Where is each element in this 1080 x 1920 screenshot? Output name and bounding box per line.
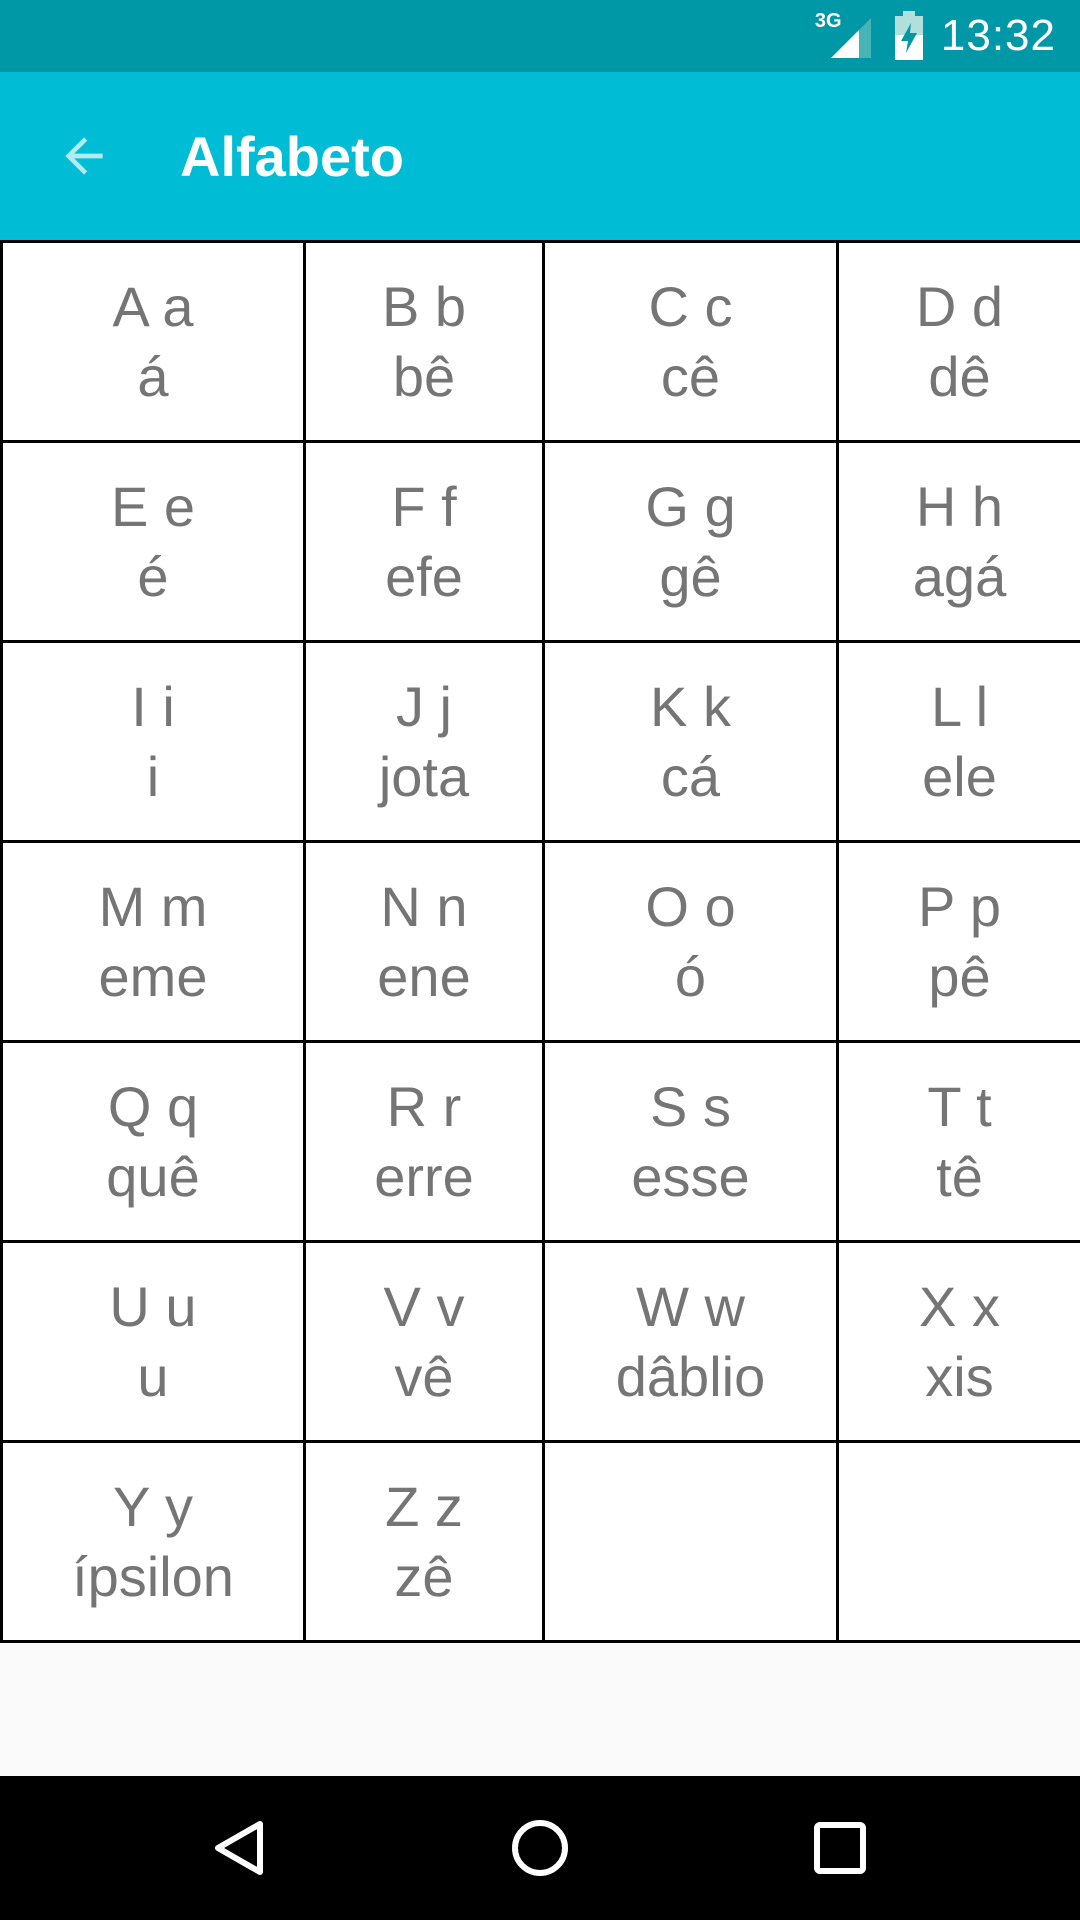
letter-name: ele <box>922 744 997 808</box>
letter-cell[interactable] <box>542 240 839 443</box>
letter-name: cá <box>660 744 721 808</box>
letter-cell[interactable] <box>836 440 1080 643</box>
nav-back-icon <box>208 1816 272 1880</box>
letter-name: xis <box>925 1344 994 1408</box>
letter-name: é <box>137 544 169 608</box>
letter-name: pê <box>928 944 991 1008</box>
status-time: 13:32 <box>940 11 1056 60</box>
letter-name: jota <box>378 744 470 808</box>
back-button[interactable] <box>36 108 132 204</box>
letter-pair: T t <box>927 1074 992 1138</box>
nav-back-button[interactable] <box>180 1788 300 1908</box>
nav-recents-button[interactable] <box>780 1788 900 1908</box>
letter-cell[interactable] <box>0 440 306 643</box>
letter-name: ene <box>377 944 471 1008</box>
letter-name: i <box>146 744 160 808</box>
page-title: Alfabeto <box>180 124 404 188</box>
letter-pair: R r <box>386 1074 462 1138</box>
letter-name: zê <box>394 1544 454 1608</box>
letter-pair: E e <box>110 474 196 538</box>
letter-cell[interactable] <box>542 1240 839 1443</box>
letter-name: erre <box>374 1144 474 1208</box>
letter-cell[interactable] <box>303 1240 545 1443</box>
letter-name: ípsilon <box>72 1544 234 1608</box>
letter-name: efe <box>385 544 463 608</box>
letter-pair: P p <box>917 874 1002 938</box>
letter-name: bê <box>392 344 456 408</box>
letter-pair: W w <box>636 1274 745 1338</box>
letter-cell[interactable] <box>836 1040 1080 1243</box>
letter-name: á <box>137 344 169 408</box>
empty-cell <box>836 1440 1080 1643</box>
letter-cell[interactable] <box>0 1240 306 1443</box>
letter-pair: D d <box>915 274 1004 338</box>
letter-pair: H h <box>915 474 1004 538</box>
letter-pair: S s <box>650 1074 731 1138</box>
letter-cell[interactable] <box>0 1040 306 1243</box>
letter-pair: U u <box>109 1274 197 1338</box>
navigation-bar <box>0 1776 1080 1920</box>
letter-name: cê <box>660 344 721 408</box>
letter-pair: Y y <box>113 1474 193 1538</box>
network-type-label: 3G <box>814 10 842 32</box>
battery-icon <box>893 11 925 61</box>
status-bar <box>0 0 1080 72</box>
letter-pair: M m <box>98 874 208 938</box>
letter-pair: A a <box>112 274 194 338</box>
letter-name: tê <box>936 1144 983 1208</box>
letter-cell[interactable] <box>0 1440 306 1643</box>
letter-cell[interactable] <box>303 1040 545 1243</box>
arrow-left-icon <box>56 128 112 184</box>
letter-pair: J j <box>396 674 452 738</box>
letter-pair: Q q <box>107 1074 199 1138</box>
letter-pair: I i <box>131 674 175 738</box>
letter-cell[interactable] <box>0 640 306 843</box>
letter-cell[interactable] <box>303 840 545 1043</box>
letter-cell[interactable] <box>542 840 839 1043</box>
letter-name: ó <box>674 944 707 1008</box>
letter-pair: K k <box>650 674 731 738</box>
letter-pair: V v <box>383 1274 465 1338</box>
letter-pair: F f <box>391 474 457 538</box>
letter-name: eme <box>98 944 208 1008</box>
nav-home-icon <box>508 1816 572 1880</box>
letter-cell[interactable] <box>836 640 1080 843</box>
letter-pair: C c <box>648 274 733 338</box>
status-icons <box>814 0 1056 72</box>
letter-name: dâblio <box>615 1344 766 1408</box>
letter-pair: O o <box>645 874 736 938</box>
letter-name: gê <box>659 544 722 608</box>
letter-pair: X x <box>919 1274 1000 1338</box>
empty-cell <box>542 1440 839 1643</box>
letter-name: dê <box>928 344 991 408</box>
letter-name: u <box>137 1344 169 1408</box>
app-bar <box>0 72 1080 240</box>
letter-cell[interactable] <box>0 840 306 1043</box>
letter-pair: B b <box>381 274 467 338</box>
signal-icon <box>814 10 877 60</box>
letter-cell[interactable] <box>303 1440 545 1643</box>
letter-cell[interactable] <box>542 1040 839 1243</box>
letter-cell[interactable] <box>836 240 1080 443</box>
letter-pair: Z z <box>385 1474 463 1538</box>
letter-pair: N n <box>380 874 468 938</box>
letter-cell[interactable] <box>542 440 839 643</box>
letter-cell[interactable] <box>303 640 545 843</box>
letter-name: quê <box>106 1144 200 1208</box>
letter-cell[interactable] <box>303 240 545 443</box>
letter-pair: G g <box>645 474 736 538</box>
letter-name: agá <box>912 544 1007 608</box>
letter-cell[interactable] <box>0 240 306 443</box>
letter-cell[interactable] <box>542 640 839 843</box>
letter-cell[interactable] <box>836 840 1080 1043</box>
letter-name: esse <box>631 1144 750 1208</box>
nav-home-button[interactable] <box>480 1788 600 1908</box>
letter-cell[interactable] <box>836 1240 1080 1443</box>
letter-pair: L l <box>930 674 989 738</box>
nav-recents-icon <box>808 1816 872 1880</box>
letter-name: vê <box>394 1344 454 1408</box>
letter-cell[interactable] <box>303 440 545 643</box>
